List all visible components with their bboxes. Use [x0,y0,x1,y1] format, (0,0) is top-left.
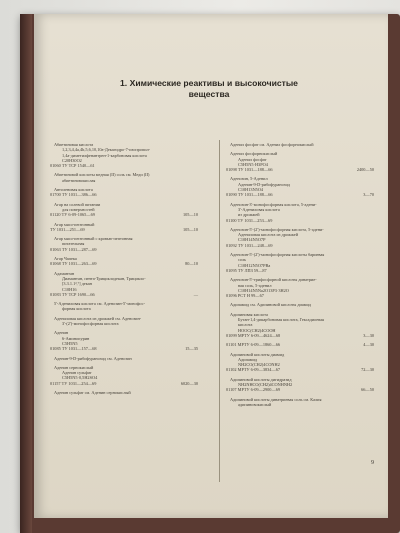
entry-code-spec [50,292,95,297]
entry-price: 4—30 [363,342,374,348]
entry-code-spec [50,346,97,351]
entry-detail: NН2NНСО(СН2)4СОNНNН2 [238,381,293,387]
entry-name: Адипиновая кислота [230,311,268,317]
entry-name: Абиетиновой кислоты медная (II) соль см. Меди (II) [54,172,150,178]
entry-standard: МРТУ 6-09—4624—68 [236,332,281,338]
entry-standard: ТУ 6-09-1065—69 [60,212,95,218]
entry-detail: 1,2,3,4,4а,4b,5,6,10,10а-Декагидро-7-изопропил- [62,147,151,153]
entry-standard: ТУ 1031—188—66 [236,167,273,173]
entry-standard: ТУ ТСР 1690—66 [60,291,95,297]
entry-spec-row [48,346,198,351]
entry-spec-row [224,268,374,273]
entry-standard: ТУ 1031—287—69 [60,246,97,252]
entry-detail: С5Н5N5·Н3РО4 [238,161,268,167]
entry-detail: 1,4а-диметилфенантрен-1-карбоновая кислота [62,152,147,158]
entry-detail: Аденин-9-D-рибофуранозид [238,181,290,187]
entry-code-spec [50,163,95,168]
catalog-entry [224,352,374,373]
entry-name: Адипамид см. Адипиновой кислоты диамид [230,302,311,308]
entry-code: 01700 [50,192,61,198]
entry-name: Аденин-9-D-рибофуранозид см. Аденозин [54,355,132,361]
catalog-entry [224,302,374,307]
catalog-entry [224,176,374,197]
entry-code: 01085 [50,346,61,352]
catalog-entry [224,312,374,338]
entry-code: 01060 [50,163,61,169]
entry-detail: для поверхностей [62,206,95,212]
entry-spec-row [224,243,374,248]
entry-detail: С10Н14N5О7Р [238,237,266,243]
entry-standard: ТУ 1031—188—66 [236,192,273,198]
entry-price: — [193,291,198,297]
entry-code-spec [50,381,96,386]
entry-detail: адипиновокислый [238,401,272,407]
catalog-entry [48,390,198,395]
entry-name: Автоленовая кислота [54,187,93,193]
entry-spec-row [224,333,374,338]
entry-spec-row [48,292,198,297]
entry-detail: из дрожжей [238,212,260,218]
entry-price: 105—10 [182,226,198,232]
catalog-entry [48,316,198,327]
entry-code: 01063 [50,246,61,252]
entry-detail: соль [238,257,247,263]
catalog-entry [48,172,198,183]
entry-name: Аденил фосфорнокислый [230,151,278,157]
section-heading [104,78,314,100]
entry-name: Адамантан [54,270,75,276]
entry-name: Адипиновой кислоты диамид [230,351,285,357]
entry-standard: ТУ ТСР 1540—61 [60,163,95,169]
entry-spec-row [48,212,198,217]
catalog-entry [48,330,198,351]
entry-standard: МРТУ 6-09—2900—69 [236,387,281,393]
entry-price: 105—10 [182,212,198,218]
entry-detail: С10Н12N5О7РВа [238,262,271,268]
entry-spec-row [48,261,198,266]
entry-detail: Аденил фосфат [238,156,267,162]
entry-code: 01083 [50,291,61,297]
catalog-entry [48,236,198,252]
entry-code: 01099 [226,332,237,338]
entry-code-spec [226,167,273,172]
catalog-entry [224,342,374,347]
entry-standard: ТУ 1031—251—69 [50,226,85,232]
entry-detail: С10Н13N5О4 [238,187,264,193]
entry-code: 01068 [50,261,61,267]
entry-detail: питательная [62,241,85,247]
section-heading-line1: 1. Химические реактивы и высокочистые [120,78,298,88]
catalog-entry [224,277,374,298]
entry-standard: ТУ ЛПЗ 59—87 [236,267,267,273]
entry-code-spec [226,342,280,347]
entry-code-spec [226,367,280,372]
entry-name: Аденозин-5'-(2')-монофосфорная кислота, 5-адени- [230,226,324,232]
entry-spec-row [48,227,198,232]
entry-code: 01098 [226,167,237,173]
catalog-entry [48,202,198,218]
entry-detail: Аденин сульфат [62,370,92,376]
entry-code-spec [226,293,264,298]
entry-detail: Адипамид [238,356,258,362]
entry-detail: вая соль, 5-аденил [238,282,272,288]
page-number: 9 [371,460,374,466]
entry-code: 01120 [50,212,61,218]
entry-detail: С10Н16 [62,286,77,292]
entry-code: 01157 [50,380,61,386]
entry-price: 3—70 [363,192,374,198]
entry-detail: 3'-(2')-монофосфорная кислота [62,321,119,327]
book-page [34,14,388,518]
entry-code: 01092 [226,242,237,248]
entry-standard: ТУ 1031—386—66 [60,192,97,198]
entry-name: Адипиновой кислоты динатриевая соль см. Калия [230,396,322,402]
left-column [48,142,198,399]
entry-name: Аденозин-5'-трифосфорной кислоты динатрие- [230,277,317,283]
entry-code-spec [226,243,273,248]
entry-code-spec [226,218,272,223]
entry-standard: МРТУ 6-09—3834—67 [236,367,281,373]
entry-code-spec [226,268,267,273]
entry-price: 72—30 [361,367,374,373]
entry-detail: абиетиновокислая [62,177,96,183]
entry-code-spec [50,192,97,197]
entry-detail: С5Н5N5·0,5Н2SO4 [62,375,98,381]
entry-spec-row [48,247,198,252]
entry-name: Агар мясо-пептонный с кровью-пептонная [54,236,133,242]
entry-detail: форная кислота [62,306,91,312]
entry-code: 01100 [226,217,237,223]
catalog-entry [224,202,374,223]
catalog-entry [224,151,374,172]
catalog-entry [48,356,198,361]
entry-code: 01095 [226,267,237,273]
entry-name: Аденозин-3'-монофосфорная кислота, 5-адени- [230,201,317,207]
entry-code-spec [226,192,273,197]
entry-spec-row [224,387,374,392]
entry-detail: С10Н14N5Na2О13Р3·3Н2О [238,287,289,293]
entry-name: 5'-Адениловая кислота см. Аденозин-5'-монофос- [54,301,146,307]
catalog-entry [224,227,374,248]
catalog-entry [48,301,198,312]
entry-detail: НООС(СН2)4СООН [238,327,276,333]
entry-spec-row [224,342,374,347]
entry-price: 80—10 [185,261,198,267]
entry-price: 15—35 [185,346,198,352]
entry-code: 01102 [226,367,237,373]
entry-code-spec [50,247,97,252]
catalog-entry [224,377,374,393]
entry-spec-row [48,381,198,386]
entry-standard: ТУ 1031—157—68 [60,346,97,352]
catalog-entry [48,187,198,198]
entry-name: Абиетиновая кислота [54,142,94,147]
entry-price: 66—50 [361,387,374,393]
entry-detail: С20Н30О2 [62,157,82,163]
entry-name: Агар Чапека [54,256,77,262]
entry-name: Агар мясо-пептонный [54,221,95,227]
entry-code: 01096 [226,293,237,299]
entry-spec-row [224,293,374,298]
entry-code: 01101 [226,342,237,348]
entry-price: 3—30 [363,332,374,338]
entry-code-spec [226,333,280,338]
entry-code-spec [50,227,85,232]
entry-spec-row [224,192,374,197]
entry-standard: РСТ Н 99—67 [236,293,264,299]
entry-price: 2400—50 [356,167,374,173]
entry-detail: С5Н5N5 [62,340,78,346]
entry-standard: ТУ 1031—253—69 [236,217,273,223]
entry-detail: 3'-Адениловая кислота [238,206,280,212]
entry-code: 01107 [226,387,237,393]
entry-spec-row [224,367,374,372]
book-spine-edge [20,14,32,533]
entry-code-spec [226,387,280,392]
catalog-entry [48,256,198,267]
column-divider [219,140,220,482]
entry-detail: Бутан-1,4-дикарбоновая кислота, Гексадиоевая [238,317,325,323]
entry-name: Аденозин-5'-(2')-монофосфорная кислоты бариевая [230,252,325,258]
entry-code: 01090 [226,192,237,198]
entry-spec-row [48,163,198,168]
entry-standard: ТУ 1031—263—69 [60,261,97,267]
entry-code-spec [50,261,97,266]
entry-detail: Диамантан, пента-Трициклодекан, Трицикло- [62,275,146,281]
entry-name: Адениловая кислота из дрожжей см. Аденозин- [54,315,142,321]
catalog-entry [48,271,198,297]
entry-standard: ТУ 1031—254—69 [60,380,97,386]
entry-name: Аденин [54,330,69,336]
entry-spec-row [224,218,374,223]
catalog-entry [224,142,374,147]
section-heading-line2: вещества [188,89,230,99]
catalog-entry [48,142,198,168]
entry-detail: 6-Аминопурин [62,335,90,341]
entry-price: 6020—30 [180,380,198,386]
catalog-entry [224,397,374,408]
catalog-entry [48,222,198,233]
entry-name: Агар на солевой питании [54,201,101,207]
entry-name: Аденил фосфат см. Аденил фосфорнокислый [230,142,314,147]
entry-name: Адипиновой кислоты дигидразид [230,376,292,382]
entry-spec-row [48,192,198,197]
entry-standard: МРТУ 6-09—1860—66 [236,342,281,348]
entry-name: Аденин сернокислый [54,364,94,370]
entry-detail: кислота [238,322,253,328]
entry-spec-row [224,167,374,172]
entry-code-spec [50,212,95,217]
right-column [224,142,374,411]
entry-name: Аденин сульфат см. Аденин сернокислый [54,389,131,395]
catalog-entry [224,252,374,273]
entry-detail: [3.3.1.1³,⁷] декан [62,281,92,287]
entry-standard: ТУ 1031—248—69 [236,242,273,248]
entry-name: Аденозин, 5-Аденил [230,176,268,182]
entry-detail: Адениловая кислота из дрожжей [238,232,298,238]
catalog-entry [48,365,198,386]
entry-detail: NН2СО(СН2)4СОNH2 [238,362,280,368]
